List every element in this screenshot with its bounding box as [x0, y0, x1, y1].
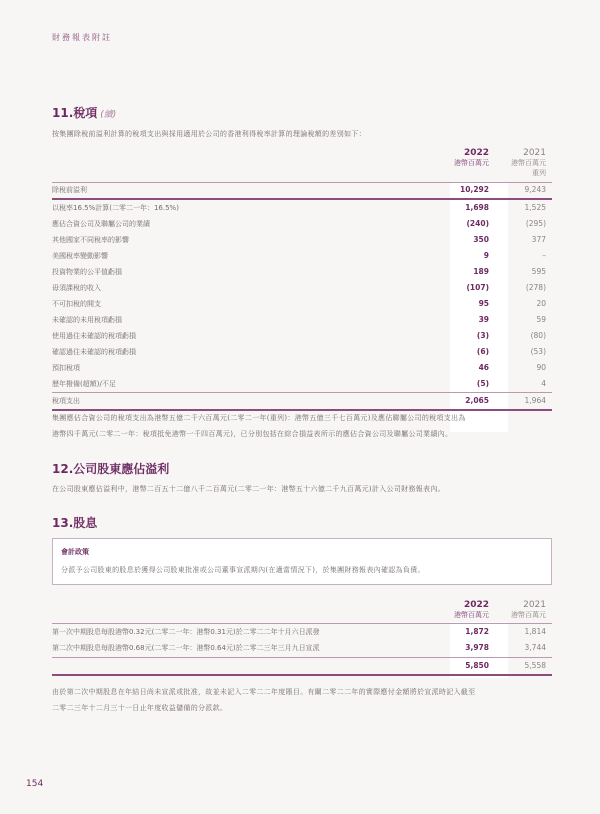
table-row: 未確認的未用稅項虧損 39 59 [52, 315, 546, 324]
column-header-2021: 2021 港幣百萬元 [511, 600, 546, 619]
note-11-number: 11. [52, 106, 74, 120]
note-11-title [52, 104, 116, 121]
table-row: 投資物業的公平值虧損 189 595 [52, 267, 546, 276]
dividends-table [52, 600, 552, 680]
policy-title: 會計政策 [61, 548, 89, 556]
table-row: 使用過往未確認的稅項虧損 (3) (80) [52, 331, 546, 340]
total-row: 稅項支出 2,065 1,964 [52, 396, 546, 405]
column-header-2022: 2022 港幣百萬元 [454, 600, 489, 619]
table-row: 預扣稅項 46 90 [52, 363, 546, 372]
note-11-footnote: 集團應佔合資公司的稅項支出為港幣五億二千六百萬元(二零二一年(重列)：港幣五億三千七百萬元)及應佔聯屬公司的稅項支出為 港幣四千萬元(二零二一年：稅項抵免港幣一千四百萬元)，已分別包括在綜合損益表所示的應佔合資公司及聯屬公司業績內。 [52, 414, 466, 438]
note-13-number: 13. [52, 516, 74, 530]
policy-text: 分派予公司股東的股息於獲得公司股東批准或公司董事宣派期內(在適當情況下)，於集團財務報表內確認為負債。 [61, 566, 425, 574]
table-row: 第一次中期股息每股港幣0.32元(二零二一年：港幣0.31元)於二零二二年十月六日派發 1,872 1,814 [52, 627, 546, 636]
table-row: 以稅率16.5%計算(二零二一年：16.5%) 1,698 1,525 [52, 203, 546, 212]
note-11-heading: 稅項 [73, 106, 98, 120]
table-row: 除稅前溢利 10,292 9,243 [52, 185, 546, 194]
table-row: 歷年撥備(超額)/不足 (5) 4 [52, 379, 546, 388]
total-row: 5,850 5,558 [465, 661, 546, 670]
table-row: 第二次中期股息每股港幣0.68元(二零二一年：港幣0.64元)於二零二三年三月九日宣派 3,978 3,744 [52, 643, 546, 652]
running-head: 財務報表附註 [52, 33, 112, 42]
note-13-heading: 股息 [73, 516, 98, 530]
continued-label: (續) [100, 110, 117, 120]
note-11-intro: 按集團除稅前溢利計算的稅項支出與採用適用於公司的香港利得稅率計算的理論稅額的差別如下： [52, 130, 366, 138]
note-13-title [52, 514, 97, 531]
page-number: 154 [26, 779, 44, 789]
table-row: 應佔合資公司及聯屬公司的業績 (240) (295) [52, 219, 546, 228]
column-header-2022: 2022 港幣百萬元 [454, 148, 489, 167]
column-header-2021: 2021 港幣百萬元 重列 [511, 148, 546, 177]
note-13-footnote: 由於第二次中期股息在年結日尚未宣派或批准，故並未記入二零二二年度賬目。有關二零二二年的實際應付金額將於宣派時記入截至 二零二三年十二月三十一日止年度收益儲備的分派款。 [52, 688, 476, 712]
note-12-text: 在公司股東應佔溢利中，港幣二百五十二億八千二百萬元(二零二一年：港幣五十六億二千九百萬元)計入公司財務報表內。 [52, 485, 445, 493]
table-row: 確認過往未確認的稅項虧損 (6) (53) [52, 347, 546, 356]
table-row: 其他國家不同稅率的影響 350 377 [52, 235, 546, 244]
tax-reconciliation-table [52, 148, 552, 405]
accounting-policy-box [52, 538, 552, 585]
note-12-title [52, 460, 169, 477]
note-12-number: 12. [52, 462, 74, 476]
table-row: 美國稅率變動影響 9 – [52, 251, 546, 260]
double-rule [52, 674, 552, 676]
table-row: 不可扣稅的開支 95 20 [52, 299, 546, 308]
note-12-heading: 公司股東應佔溢利 [73, 462, 170, 476]
table-row: 毋須課稅的收入 (107) (278) [52, 283, 546, 292]
